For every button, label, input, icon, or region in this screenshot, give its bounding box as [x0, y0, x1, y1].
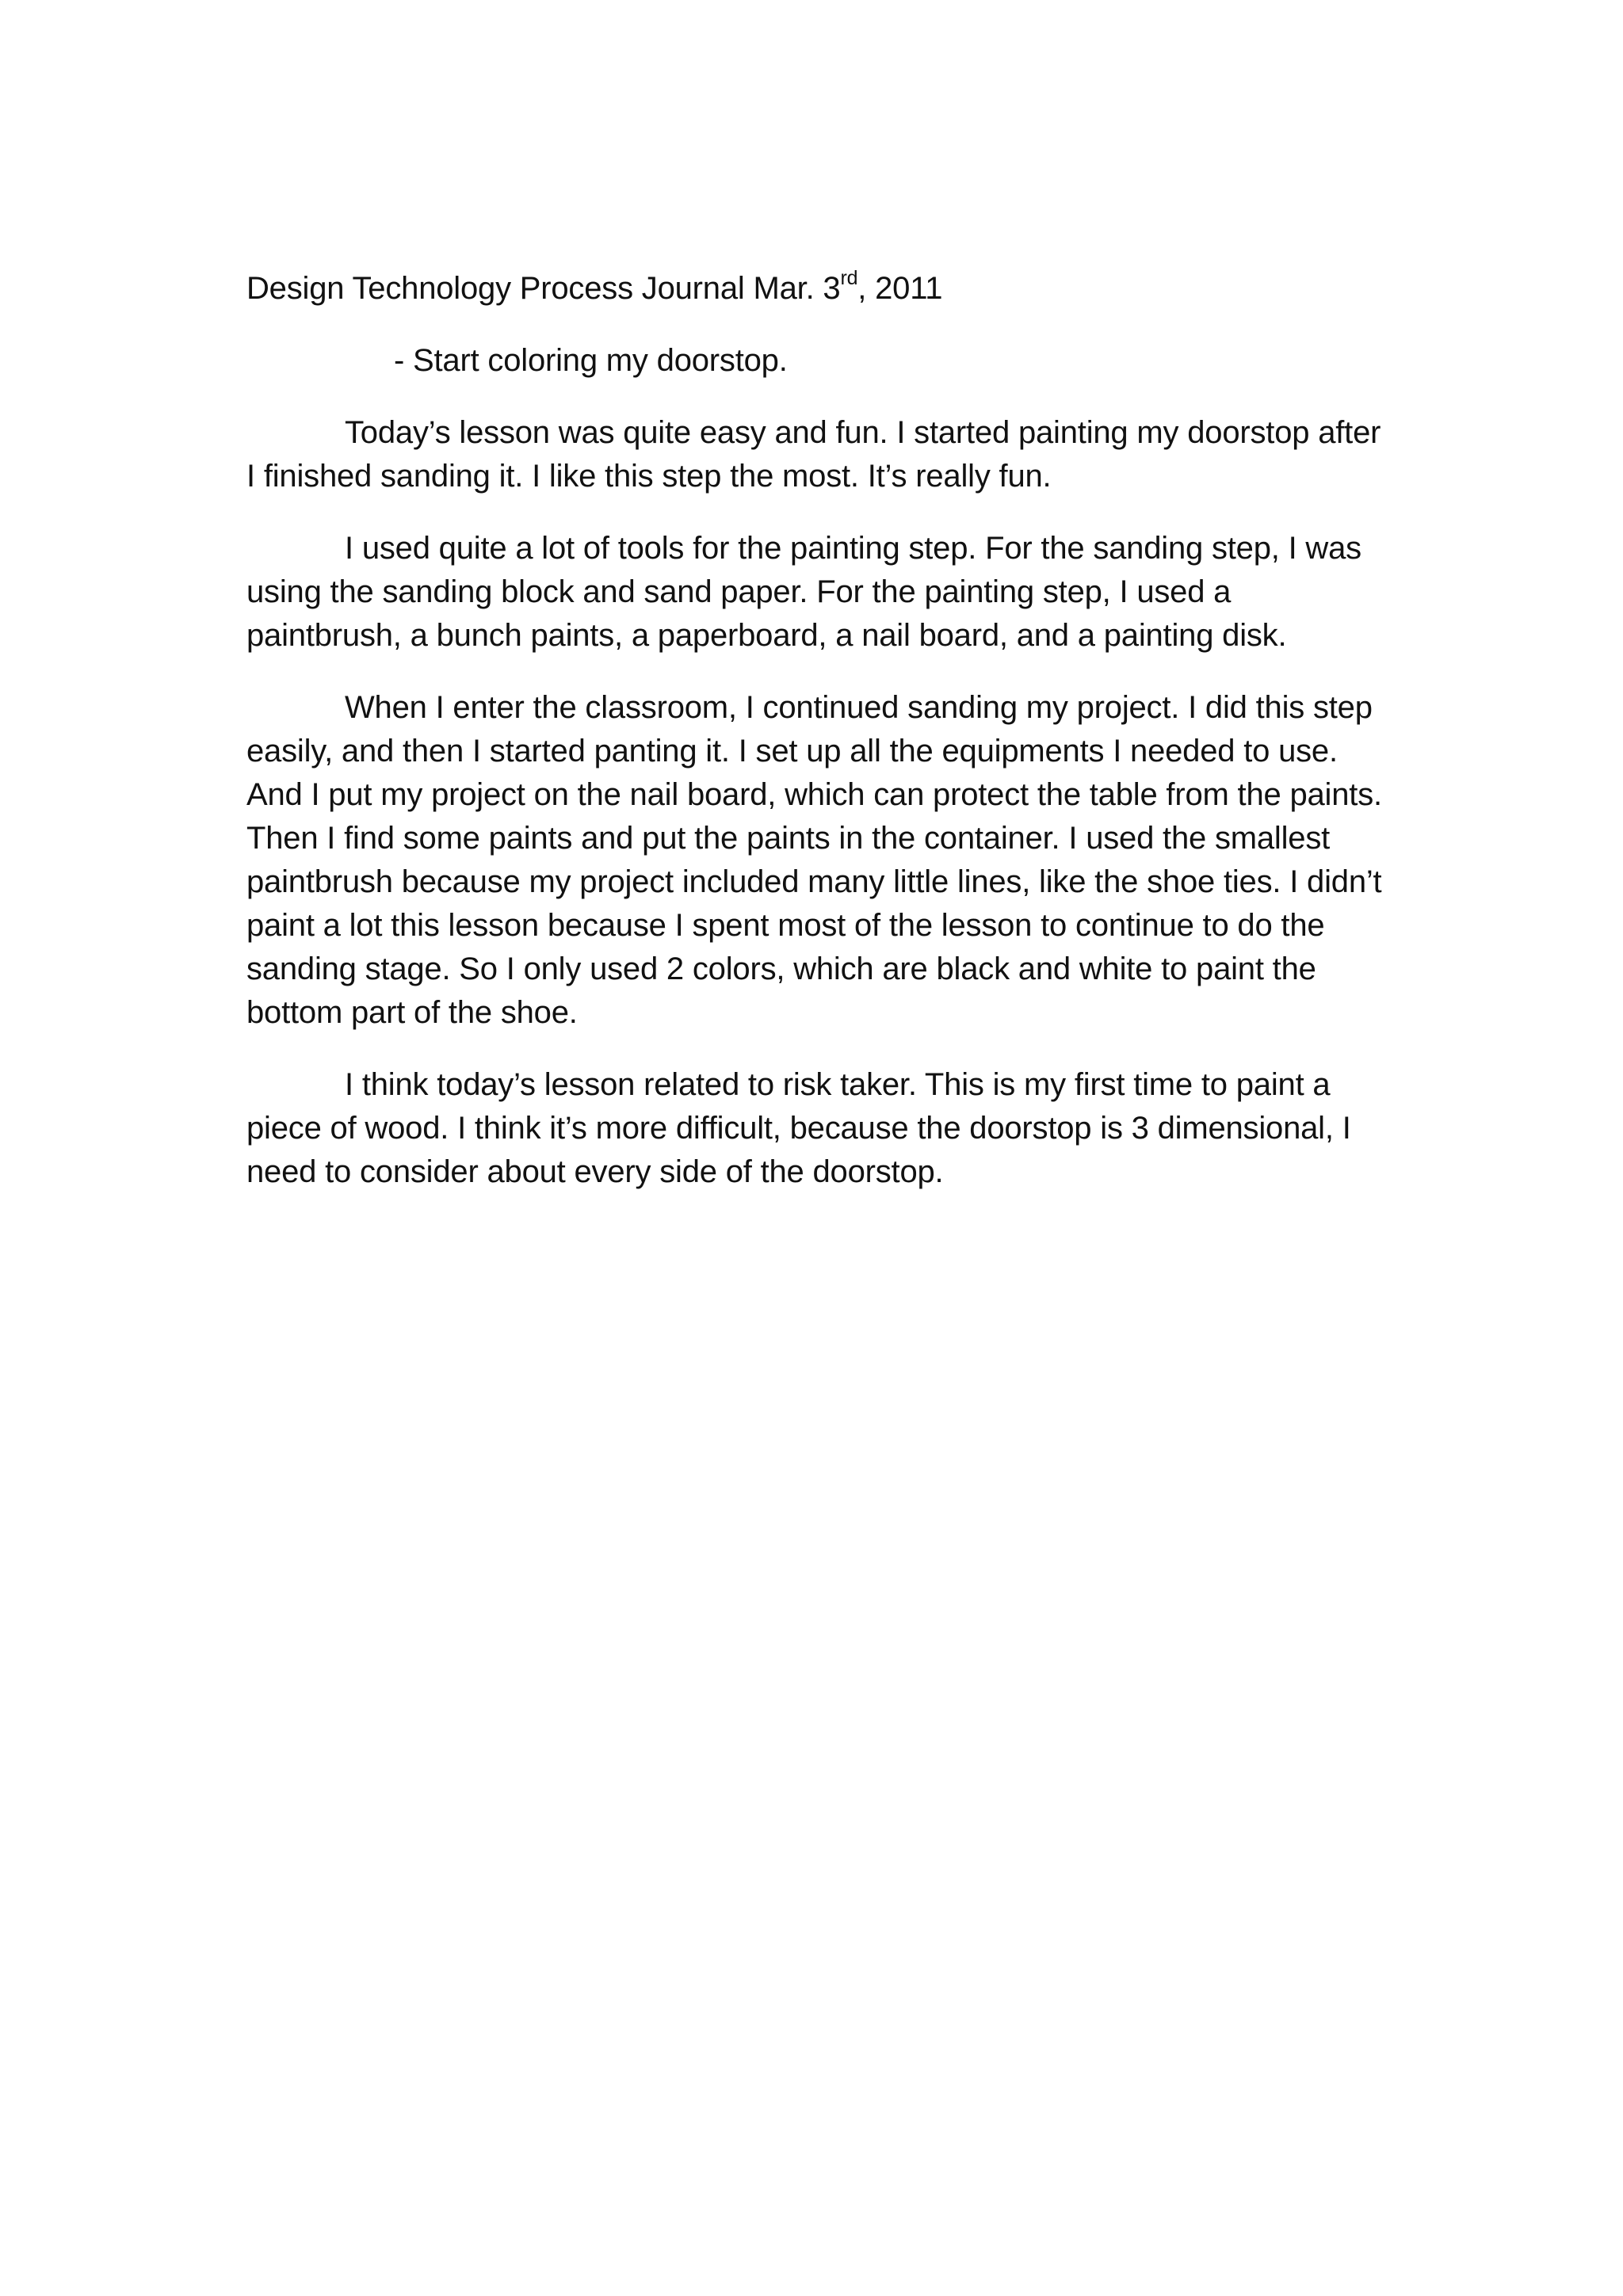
paragraph-2: I used quite a lot of tools for the painting step. For the sanding step, I was using the sanding block and sand paper. For the painting step, I used a paintbrush, a bunch paints, a paperboard, a nail board, and a painting disk.	[246, 531, 1361, 653]
title-text: Design Technology Process Journal Mar. 3	[246, 271, 841, 306]
paragraph-4: I think today’s lesson related to risk taker. This is my first time to paint a piece of wood. I think it’s more difficult, because the doorstop is 3 dimensional, I need to consider about every side of the doorstop.	[246, 1067, 1351, 1189]
paragraph-1: Today’s lesson was quite easy and fun. I started painting my doorstop after I finished sanding it. I like this step the most. It’s really fun.	[246, 415, 1381, 494]
document-body	[246, 267, 1392, 1194]
task-bullet: - Start coloring my doorstop.	[394, 343, 788, 378]
document-title	[246, 267, 1392, 311]
paragraph-3: When I enter the classroom, I continued sanding my project. I did this step easily, and then I started panting it. I set up all the equipments I needed to use. And I put my project on the nail board, which can protect the table from the paints. Then I find some paints and put the paints in the container. I used the smallest paintbrush because my project included many little lines, like the shoe ties. I didn’t paint a lot this lesson because I spent most of the lesson to continue to do the sanding stage. So I only used 2 colors, which are black and white to paint the bottom part of the shoe.	[246, 690, 1382, 1030]
title-year: , 2011	[857, 271, 943, 306]
title-ordinal-suffix: rd	[840, 266, 858, 289]
